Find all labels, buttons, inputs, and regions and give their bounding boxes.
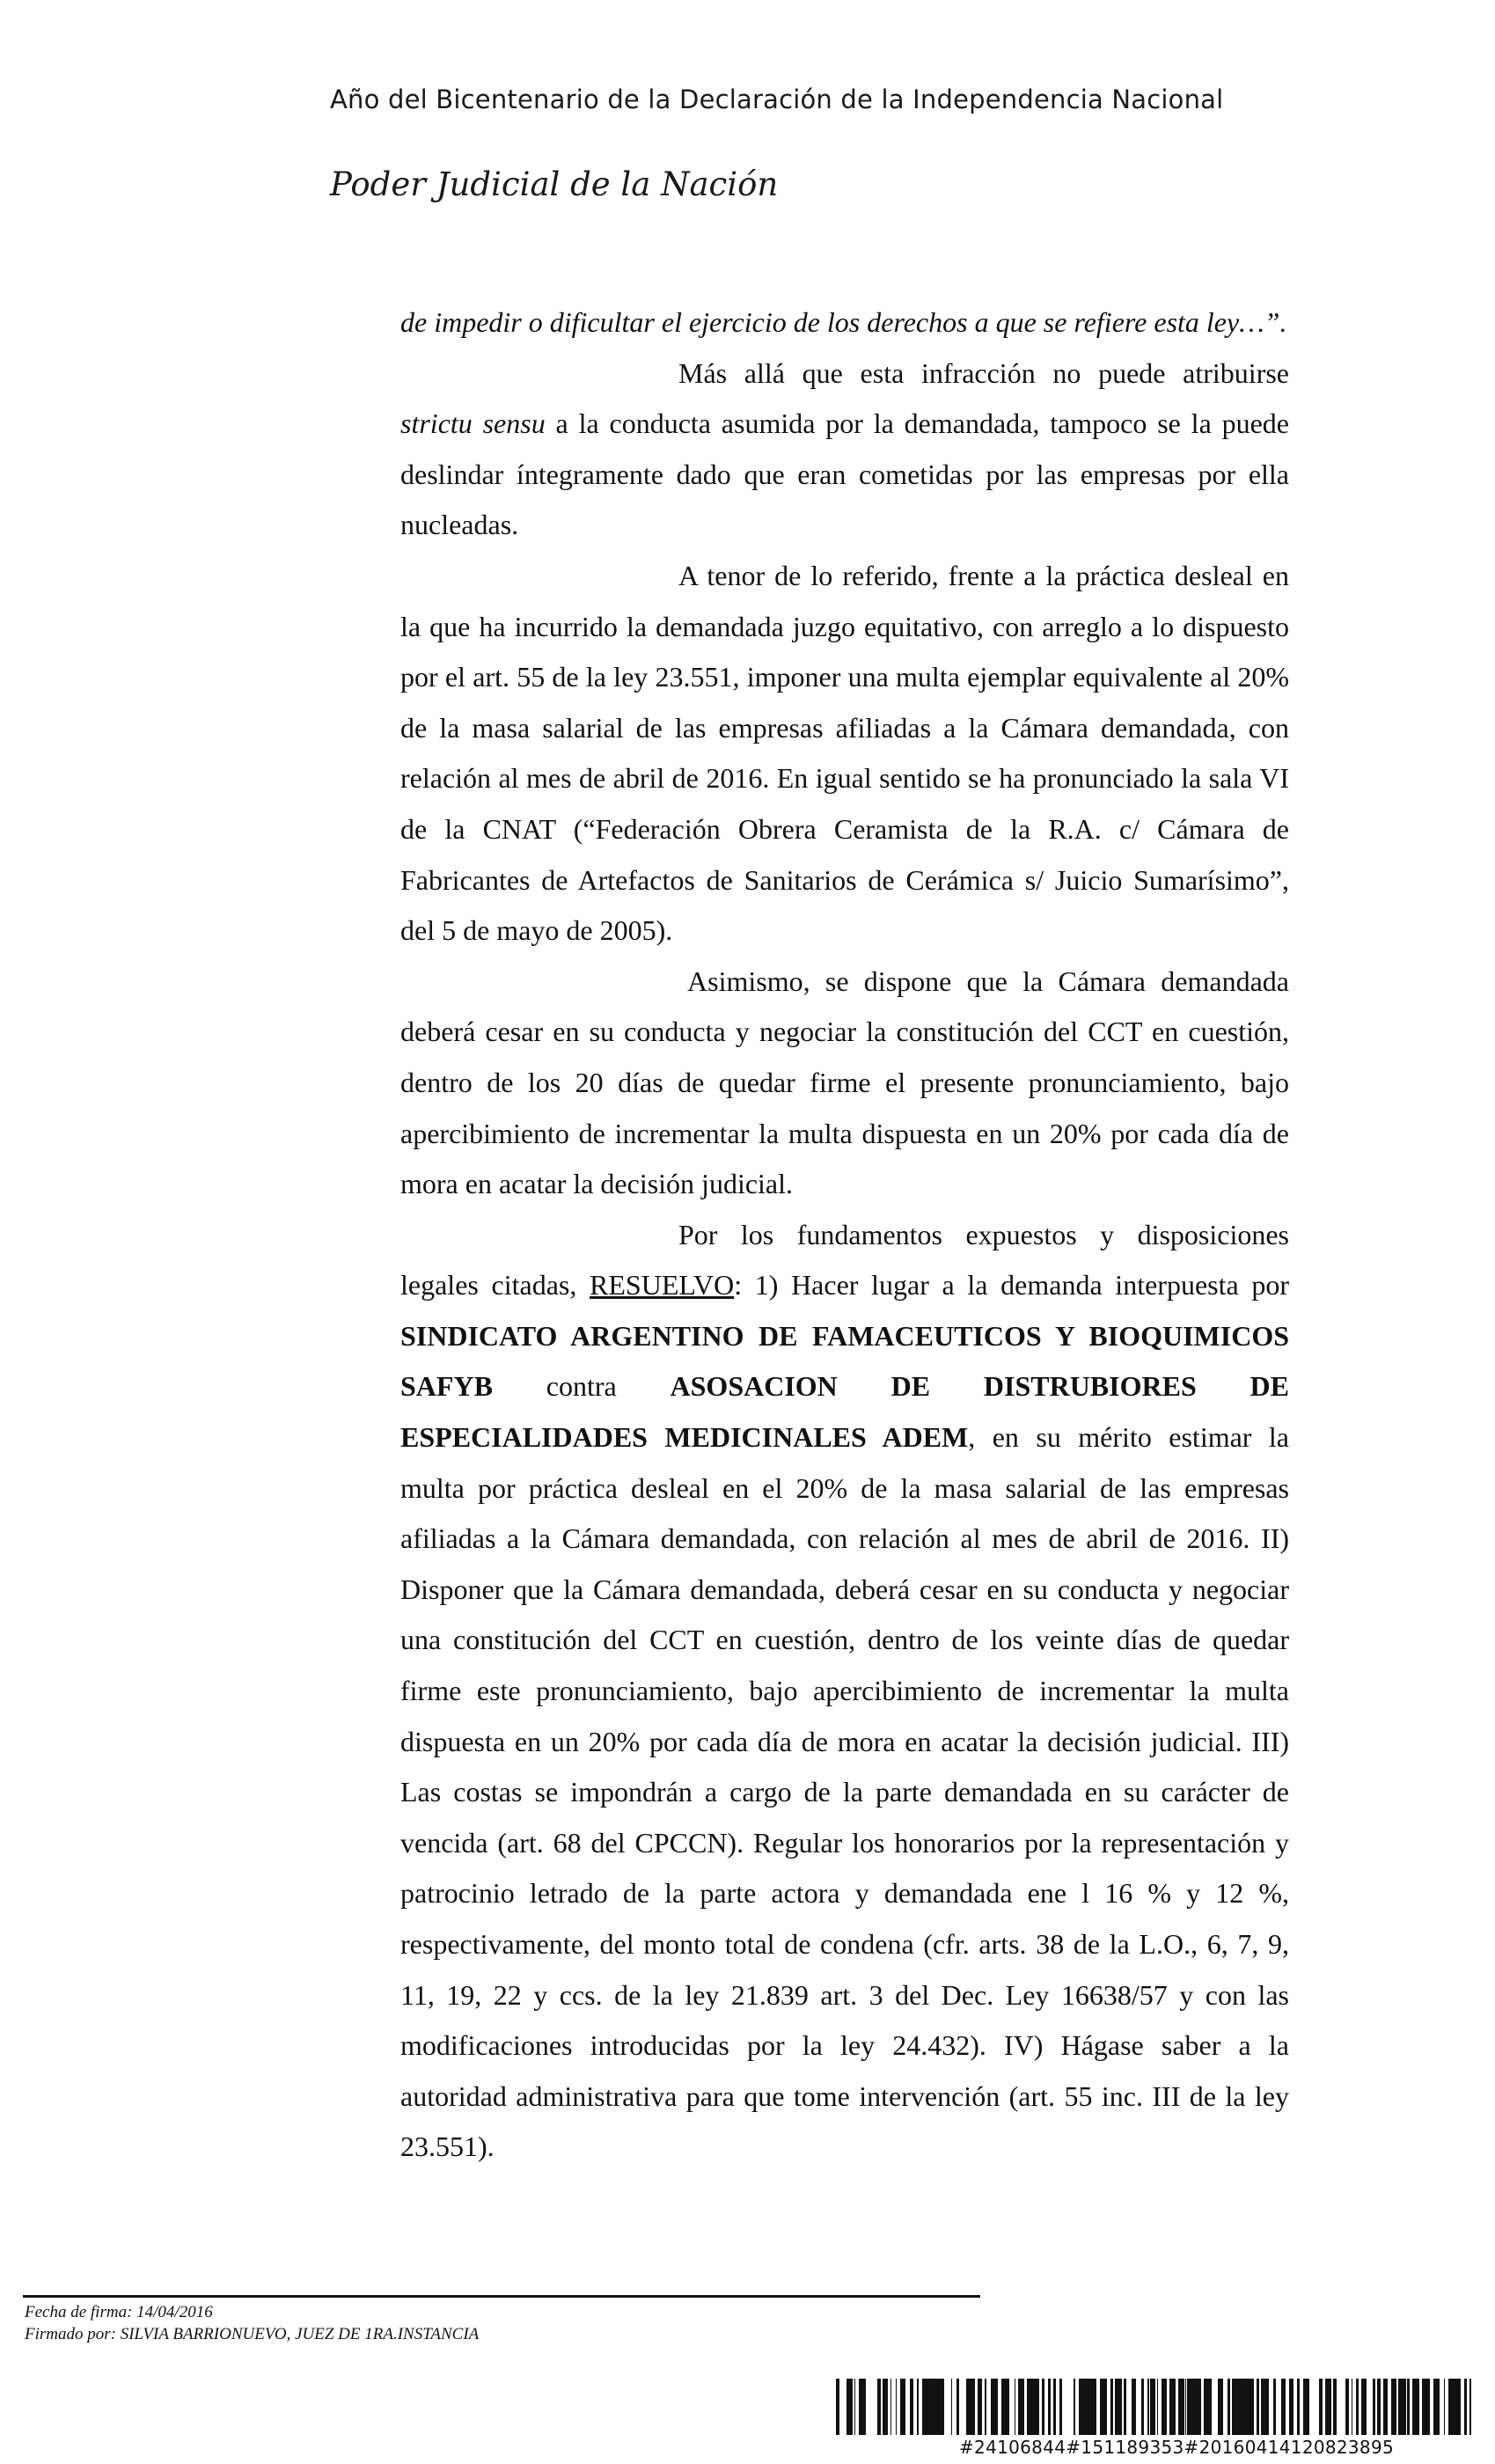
header-year-motto: Año del Bicentenario de la Declaración de la Independencia Nacional [330, 84, 1224, 114]
header-court-name: Poder Judicial de la Nación [330, 165, 779, 203]
resuelvo-keyword: RESUELVO [590, 1269, 735, 1302]
defendant-name: ASOSACION DE DISTRUBIORES DE ESPECIALIDADES MEDICINALES ADEM [400, 1370, 1290, 1454]
document-body [400, 297, 1289, 2173]
footer-divider [23, 2295, 980, 2298]
barcode-number: #24106844#151189353#20160414120823895 [959, 2437, 1395, 2458]
paragraph-infraction [400, 348, 1289, 551]
paragraph-penalty: A tenor de lo referido, frente a la práctica desleal en la que ha incurrido la demandada juzgo equitativo, con arreglo a lo dispuesto por el art. 55 de la ley 23.551, imponer una multa ejemplar equivalente al 20% de la masa salarial de las empresas afiliadas a la Cámara demandada, con relación al mes de abril de 2016. En igual sentido se ha pronunciado la sala VI de la CNAT (“Federación Obrera Ceramista de la R.A. c/ Cámara de Fabricantes de Artefactos de Sanitarios de Cerámica s/ Juicio Sumarísimo”, del 5 de mayo de 2005). [400, 559, 1289, 947]
paragraph-resolution [400, 1210, 1289, 2173]
signed-by: Firmado por: SILVIA BARRIONUEVO, JUEZ DE 1RA.INSTANCIA [25, 2325, 480, 2343]
contra-word: contra [546, 1370, 617, 1403]
resolution-lead: Por los fundamentos expuestos y disposiciones legales citadas, [400, 1218, 1289, 1302]
barcode-image [836, 2379, 1471, 2435]
signature-date: Fecha de firma: 14/04/2016 [25, 2303, 213, 2321]
paragraph-quote-end: de impedir o dificultar el ejercicio de los derechos a que se refiere esta ley…”. [400, 306, 1287, 338]
resolution-rest: , en su mérito estimar la multa por práctica desleal en el 20% de la masa salarial de las empresas afiliadas a la Cámara demandada, con relación al mes de abril de 2016. II) Disponer que la Cámara demandada, deberá cesar en su conducta y negociar una constitución del CCT en cuestión, dentro de los veinte días de quedar firme este pronunciamiento, bajo apercibimiento de incrementar la multa dispuesta en un 20% por cada día de mora en acatar la decisión judicial. III) Las costas se impondrán a cargo de la parte demandada en su carácter de vencida (art. 68 del CPCCN). Regular los honorarios por la representación y patrocinio letrado de la parte actora y demandada ene l 16 % y 12 %, respectivamente, del monto total de condena (cfr. arts. 38 de la L.O., 6, 7, 9, 11, 19, 22 y ccs. de la ley 21.839 art. 3 del Dec. Ley 16638/57 y con las modificaciones introducidas por la ley 24.432). IV) Hágase saber a la autoridad administrativa para que tome intervención (art. 55 inc. III de la ley 23.551). [400, 1421, 1290, 2163]
latin-term: strictu sensu [400, 407, 546, 440]
plaintiff-name: SINDICATO ARGENTINO DE FAMACEUTICOS Y BIOQUIMICOS SAFYB [400, 1319, 1289, 1403]
paragraph-infraction-rest: a la conducta asumida por la demandada, tampoco se la puede deslindar íntegramente dado que eran cometidas por las empresas por ella nucleadas. [400, 407, 1290, 541]
resolution-first-point: : 1) Hacer lugar a la demanda interpuesta por [734, 1269, 1290, 1302]
paragraph-order-cease: Asimismo, se dispone que la Cámara demandada deberá cesar en su conducta y negociar la constitución del CCT en cuestión, dentro de los 20 días de quedar firme el presente pronunciamiento, bajo apercibimiento de incrementar la multa dispuesta en un 20% por cada día de mora en acatar la decisión judicial. [400, 964, 1289, 1200]
paragraph-infraction-lead: Más allá que esta infracción no puede atribuirse [678, 356, 1289, 389]
